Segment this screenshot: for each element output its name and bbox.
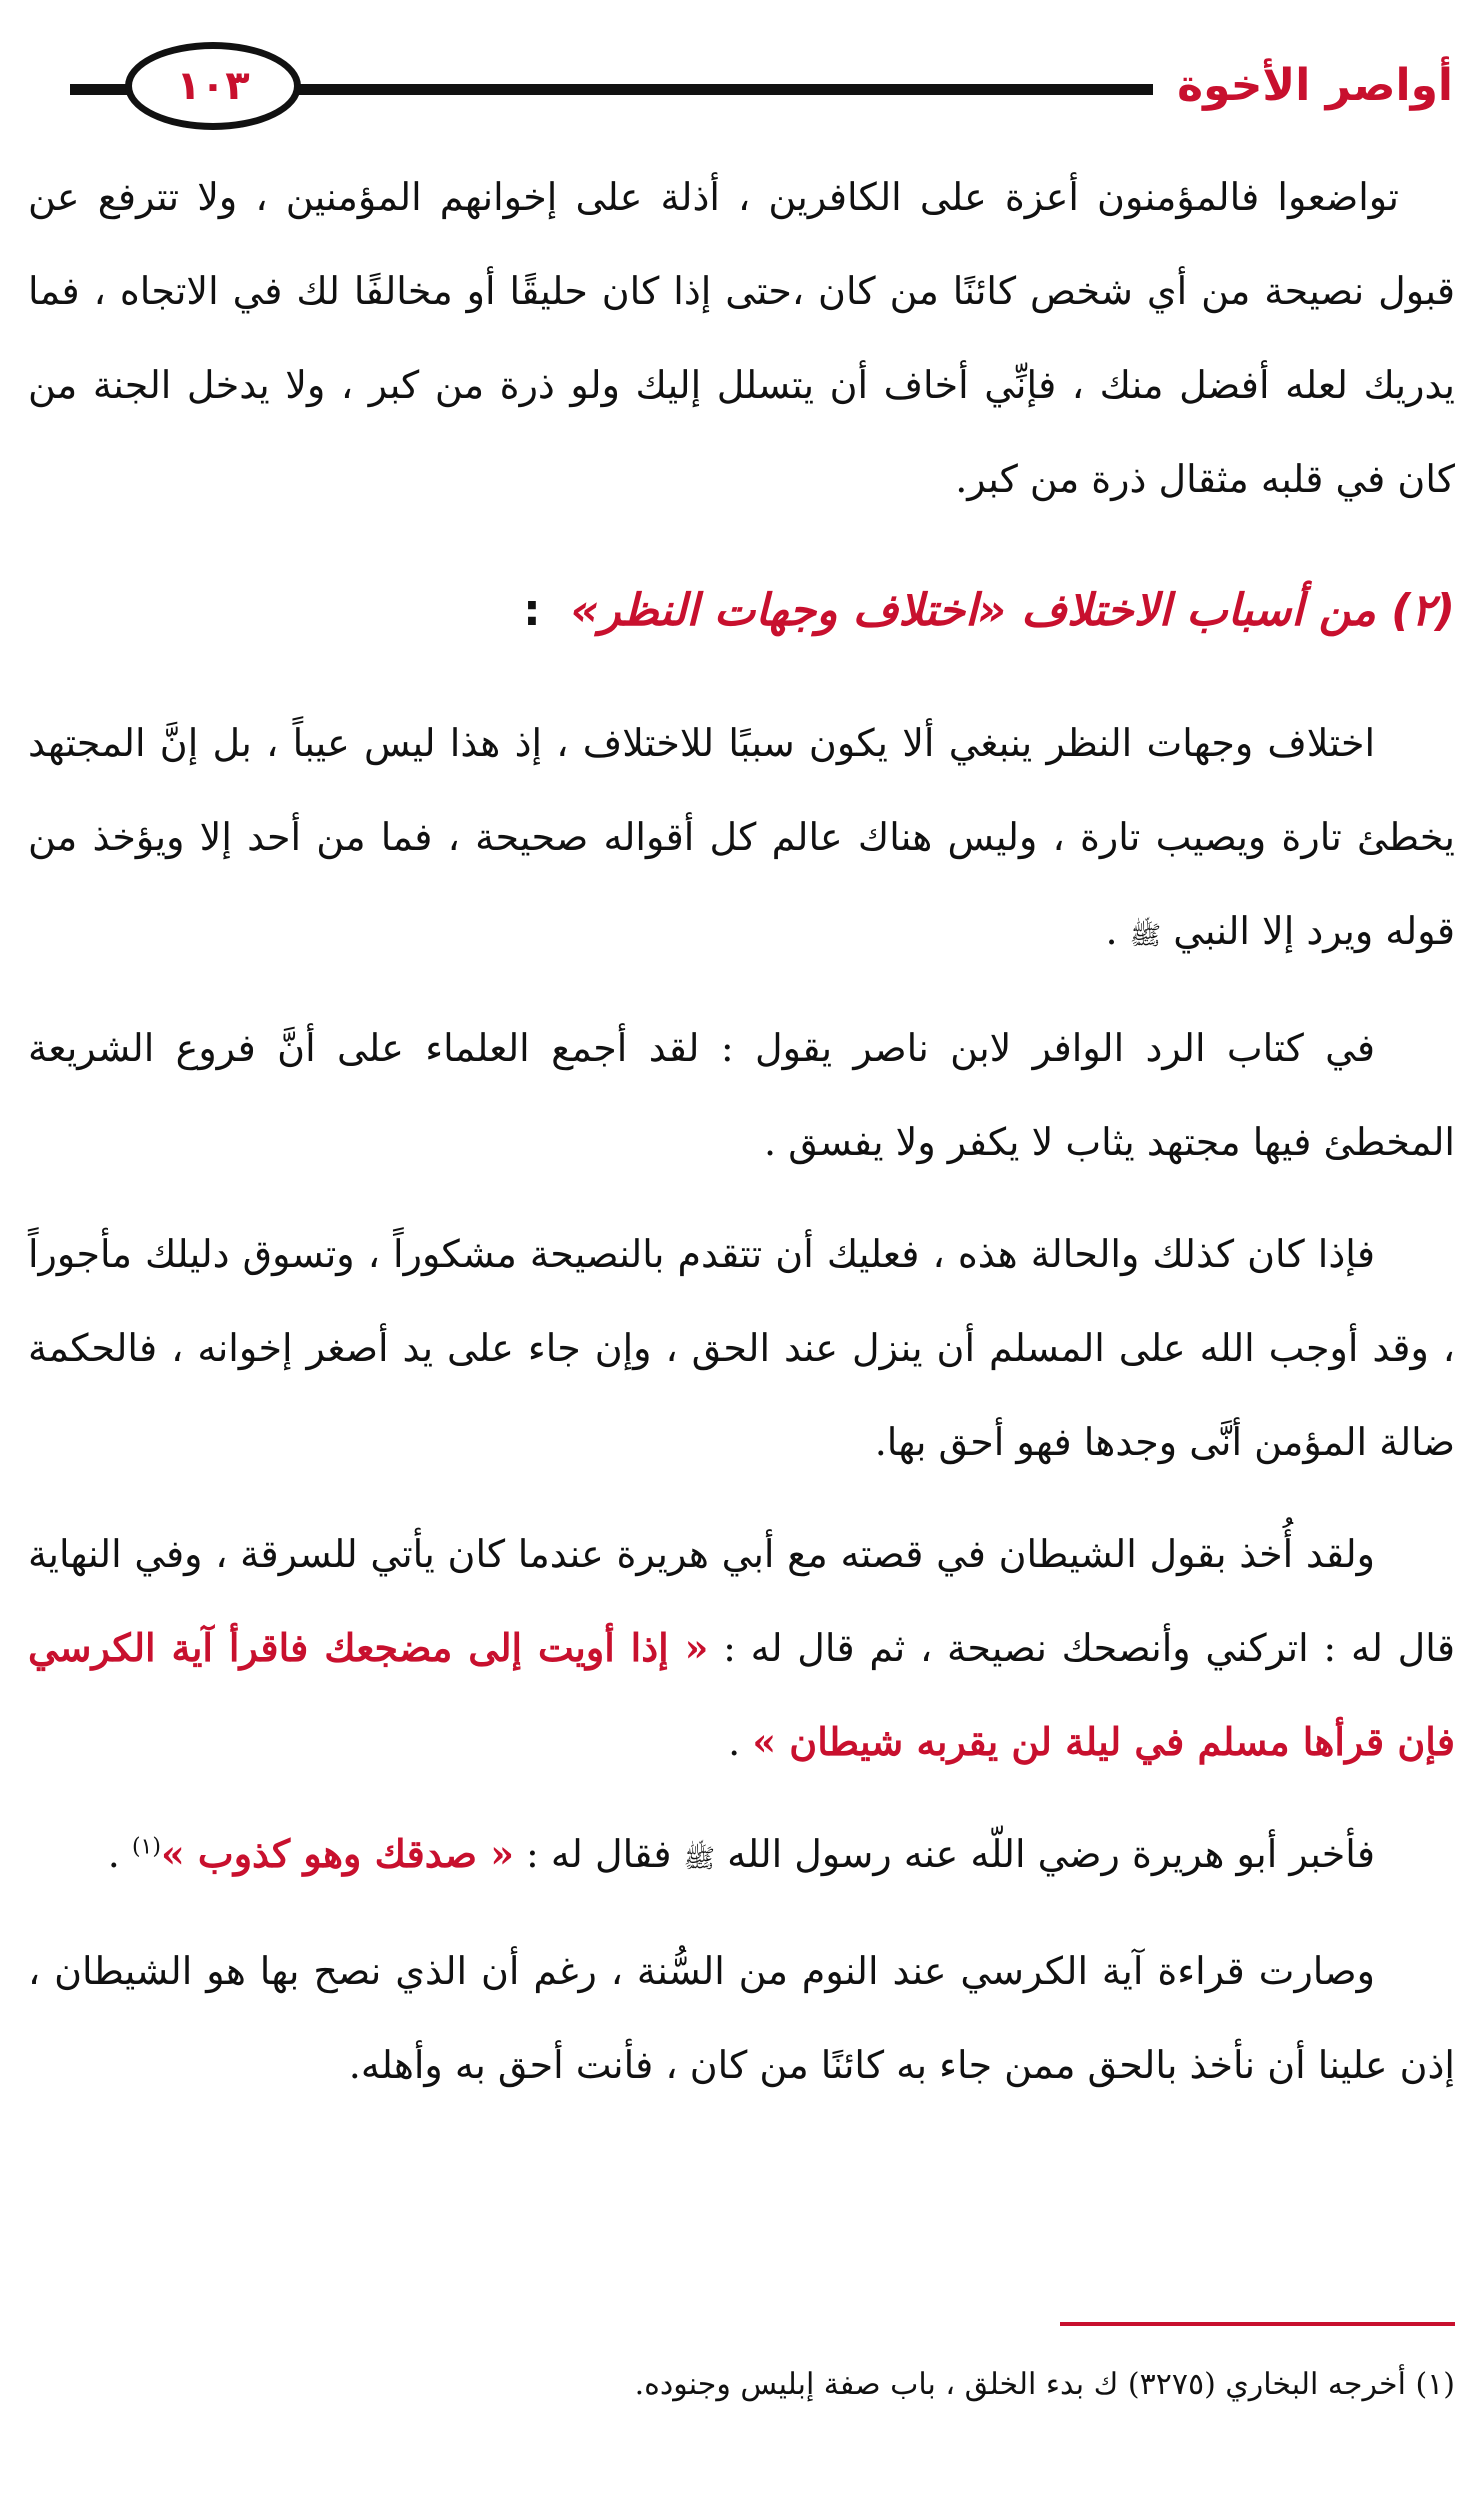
footnote-rule xyxy=(1060,2322,1455,2326)
page-number: ١٠٣ xyxy=(125,42,301,130)
hadith-quote: « صدقك وهو كذوب » xyxy=(160,1831,514,1876)
abu-hurayra-text: فأخبر أبو هريرة رضي اللّه عنه رسول الله xyxy=(727,1832,1375,1876)
story-end: . xyxy=(728,1720,753,1764)
paragraph-humility: تواضعوا فالمؤمنون أعزة على الكافرين ، أذلة على إخوانهم المؤمنين ، ولا تترفع عن قبول نصيحة من أي شخص كائنًا من كان ،حتى إذا كان حليقًا أو مخالفًا لك في الاتجاه ، فما يدريك لعله أفضل منك ، فإنِّي أخاف أن يتسلل إليك ولو ذرة من كبر ، ولا يدخل الجنة من كان في قلبه مثقال ذرة من كبر. xyxy=(28,175,1455,501)
paragraph-conclusion: وصارت قراءة آية الكرسي عند النوم من السُّنة ، رغم أن الذي نصح بها هو الشيطان ، إذن علينا أن نأخذ بالحق ممن جاء به كائنًا من كان ، فأنت أحق به وأهله. xyxy=(28,1949,1455,2087)
paragraph-differences xyxy=(28,696,1455,983)
main-text xyxy=(28,150,1455,2130)
section-heading-text: (٢) من أسباب الاختلاف «اختلاف وجهات النظر» xyxy=(570,585,1455,636)
page-header xyxy=(30,40,1453,140)
ayat-al-kursi-quote: « إذا أويت إلى مضجعك فاقرأ آية الكرسي فإن قرأها مسلم في ليلة لن يقربه شيطان » xyxy=(28,1625,1455,1764)
paragraph-advice: فإذا كان كذلك والحالة هذه ، فعليك أن تتقدم بالنصيحة مشكوراً ، وتسوق دليلك مأجوراً ، وقد أوجب الله على المسلم أن ينزل عند الحق ، وإن جاء على يد أصغر إخوانه ، فالحكمة ضالة المؤمن أنَّى وجدها فهو أحق بها. xyxy=(28,1232,1455,1464)
story-text: ولقد أُخذ بقول الشيطان في قصته مع أبي هريرة عندما كان يأتي للسرقة ، وفي النهاية قال له : اتركني وأنصحك نصيحة ، ثم قال له : xyxy=(28,1532,1456,1670)
paragraph-differences-text: اختلاف وجهات النظر ينبغي ألا يكون سببًا للاختلاف ، إذ هذا ليس عيباً ، بل إنَّ المجتهد يخطئ تارة ويصيب تارة ، وليس هناك عالم كل أقواله صحيحة ، فما من أحد إلا ويؤخذ من قوله ويرد إلا النبي xyxy=(28,721,1455,953)
honorific-glyph: ﷺ xyxy=(1129,921,1162,951)
paragraph-differences-end: . xyxy=(1105,909,1130,953)
section-heading xyxy=(28,566,1455,656)
footnote: (١) أخرجه البخاري (٣٢٧٥) ك بدء الخلق ، باب صفة إبليس وجنوده. xyxy=(634,2367,1455,2402)
paragraph-shaytan-story xyxy=(28,1507,1455,1789)
footnote-reference: (١) xyxy=(131,1834,161,1860)
honorific-glyph: ﷺ xyxy=(683,1844,716,1874)
running-title: أواصر الأخوة xyxy=(1177,60,1453,111)
paragraph-abu-hurayra xyxy=(28,1807,1455,1906)
abu-hurayra-mid: فقال له : xyxy=(513,1832,684,1876)
section-heading-colon: : xyxy=(523,585,541,636)
abu-hurayra-end: . xyxy=(107,1832,132,1876)
paragraph-book-quote: في كتاب الرد الوافر لابن ناصر يقول : لقد أجمع العلماء على أنَّ فروع الشريعة المخطئ فيها مجتهد يثاب لا يكفر ولا يفسق . xyxy=(28,1026,1455,1164)
